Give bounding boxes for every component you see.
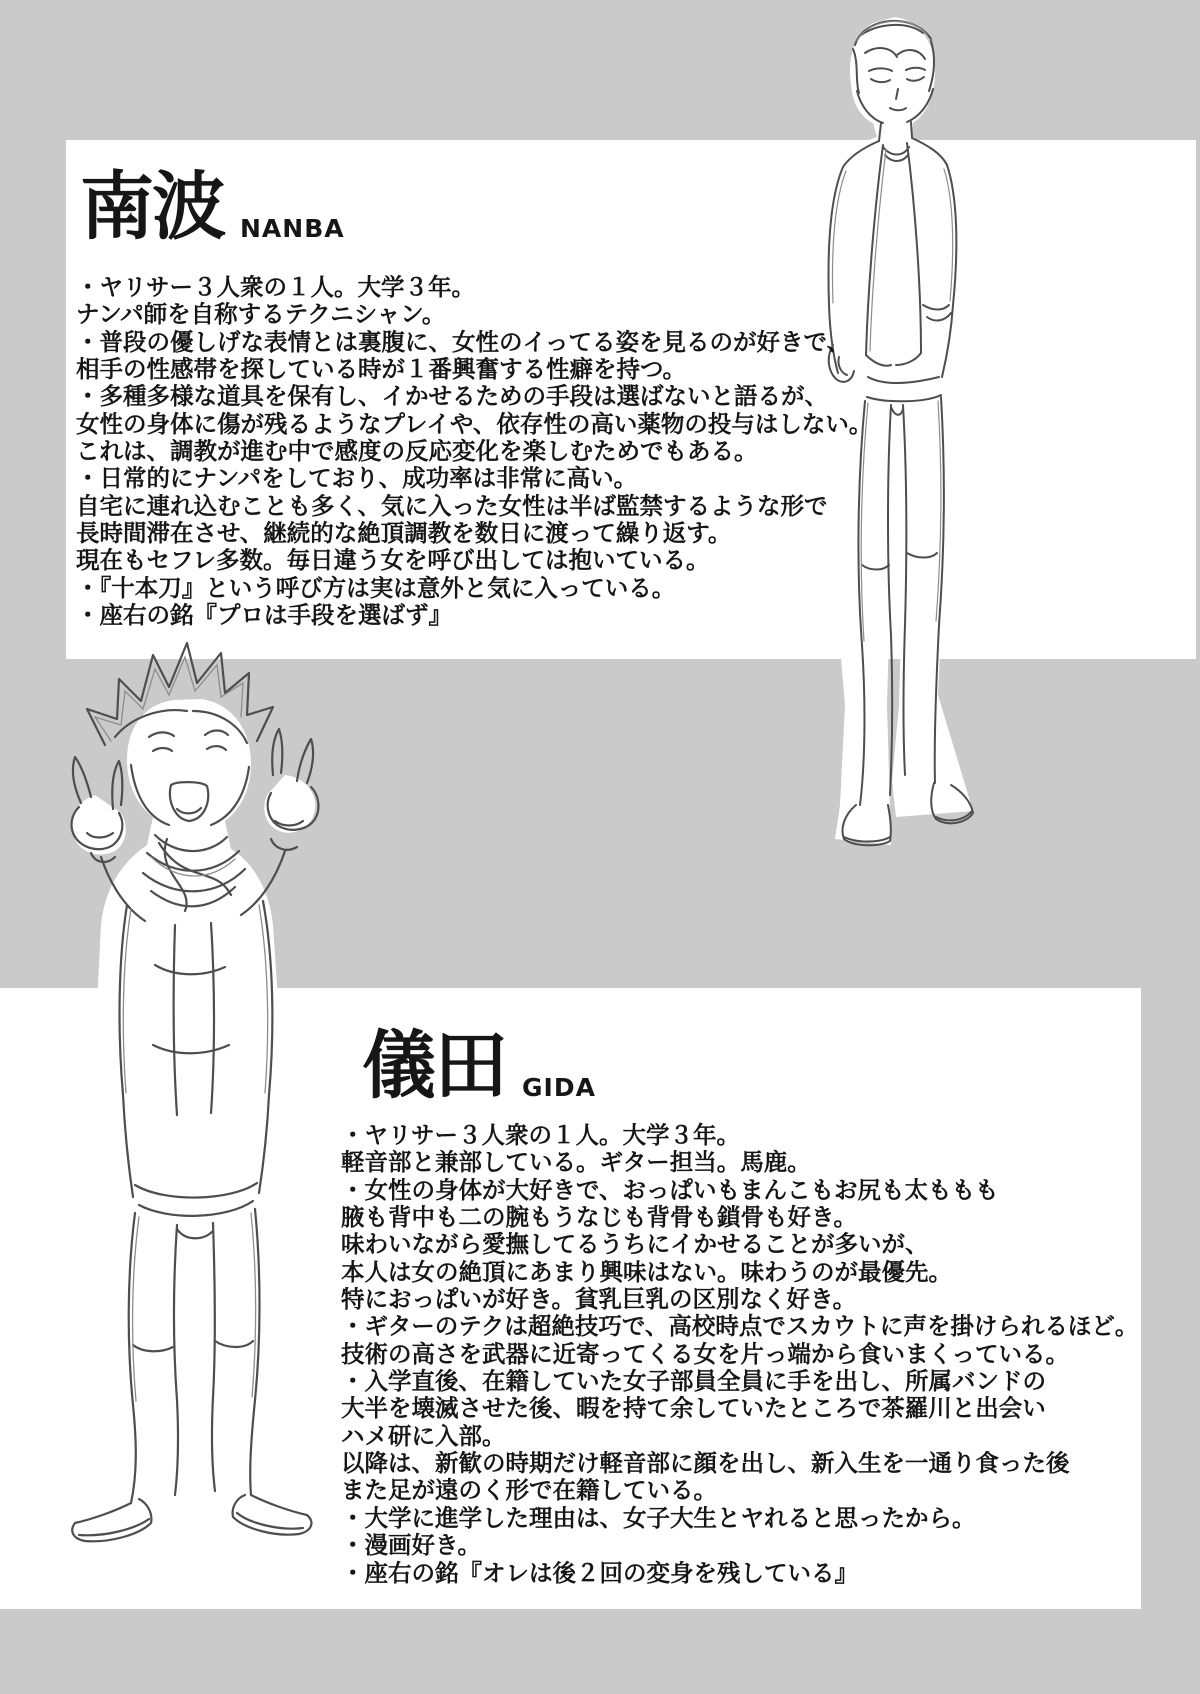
nanba-profile-text <box>76 274 872 629</box>
profile-line: 大半を壊滅させた後、暇を持て余していたところで茶羅川と出会い <box>341 1394 1046 1423</box>
profile-line: ・女性の身体が大好きで、おっぱいもまんこもお尻も太ももも <box>341 1175 999 1204</box>
profile-line: 腋も背中も二の腕もうなじも背骨も鎖骨も好き。 <box>341 1203 858 1232</box>
gida-name-romaji: GIDA <box>522 1073 596 1102</box>
profile-line: 軽音部と兼部している。ギター担当。馬鹿。 <box>341 1148 811 1177</box>
nanba-profile <box>76 164 873 630</box>
profile-line: ・普段の優しげな表情とは裏腹に、女性のイってる姿を見るのが好きで、 <box>76 327 851 356</box>
profile-line: ・ヤリサー３人衆の１人。大学３年。 <box>341 1121 741 1149</box>
profile-line: ・座右の銘『プロは手段を選ばず』 <box>76 601 452 630</box>
gida-sketch <box>35 625 365 1585</box>
profile-line: 女性の身体に傷が残るようなプレイや、依存性の高い薬物の投与はしない。 <box>76 409 873 438</box>
profile-line: 本人は女の絶頂にあまり興味はない。味わうのが最優先。 <box>341 1257 952 1286</box>
nanba-name-romaji: NANBA <box>240 214 345 243</box>
profile-line: 相手の性感帯を探している時が１番興奮する性癖を持つ。 <box>76 355 687 384</box>
gida-name-kanji: 儀田 <box>362 1023 506 1110</box>
profile-line: ・座右の銘『オレは後２回の変身を残している』 <box>341 1558 858 1587</box>
profile-line: ・大学に進学した理由は、女子大生とヤれると思ったから。 <box>341 1503 976 1532</box>
profile-line: ナンパ師を自称するテクニシャン。 <box>76 300 446 329</box>
profile-line: 長時間滞在させ、継続的な絶頂調教を数日に渡って繰り返す。 <box>76 519 732 548</box>
profile-line: ・漫画好き。 <box>341 1531 482 1560</box>
profile-line: これは、調教が進む中で感度の反応変化を楽しむためでもある。 <box>76 437 758 466</box>
profile-line: ・『十本刀』という呼び方は実は意外と気に入っている。 <box>76 573 676 602</box>
profile-line: また足が遠のく形で在籍している。 <box>341 1476 717 1505</box>
profile-line: ・多種多様な道具を保有し、イかせるための手段は選ばないと語るが、 <box>76 382 828 411</box>
profile-line: ・ヤリサー３人衆の１人。大学３年。 <box>76 273 476 301</box>
profile-line: ・入学直後、在籍していた女子部員全員に手を出し、所属バンドの <box>341 1367 1046 1396</box>
profile-line: 現在もセフレ多数。毎日違う女を呼び出しては抱いている。 <box>76 546 710 575</box>
nanba-name-kanji: 南波 <box>80 164 224 251</box>
profile-line: 味わいながら愛撫してるうちにイかせることが多いが、 <box>341 1230 929 1259</box>
profile-line: ハメ研に入部。 <box>341 1421 506 1450</box>
profile-line: 技術の高さを武器に近寄ってくる女を片っ端から食いまくっている。 <box>341 1339 1070 1368</box>
profile-line: 以降は、新歓の時期だけ軽音部に顔を出し、新入生を一通り食った後 <box>341 1449 1070 1478</box>
profile-line: 自宅に連れ込むことも多く、気に入った女性は半ば監禁するような形で <box>76 491 828 520</box>
nanba-title-row <box>80 164 872 251</box>
gida-profile-text <box>341 1122 1138 1587</box>
profile-line: 特におっぱいが好き。貧乳巨乳の区別なく好き。 <box>341 1285 857 1314</box>
gida-profile <box>341 1023 1139 1587</box>
profile-line: ・ギターのテクは超絶技巧で、高校時点でスカウトに声を掛けられるほど。 <box>341 1312 1139 1341</box>
gida-title-row <box>362 1023 1138 1110</box>
profile-line: ・日常的にナンパをしており、成功率は非常に高い。 <box>76 464 638 493</box>
